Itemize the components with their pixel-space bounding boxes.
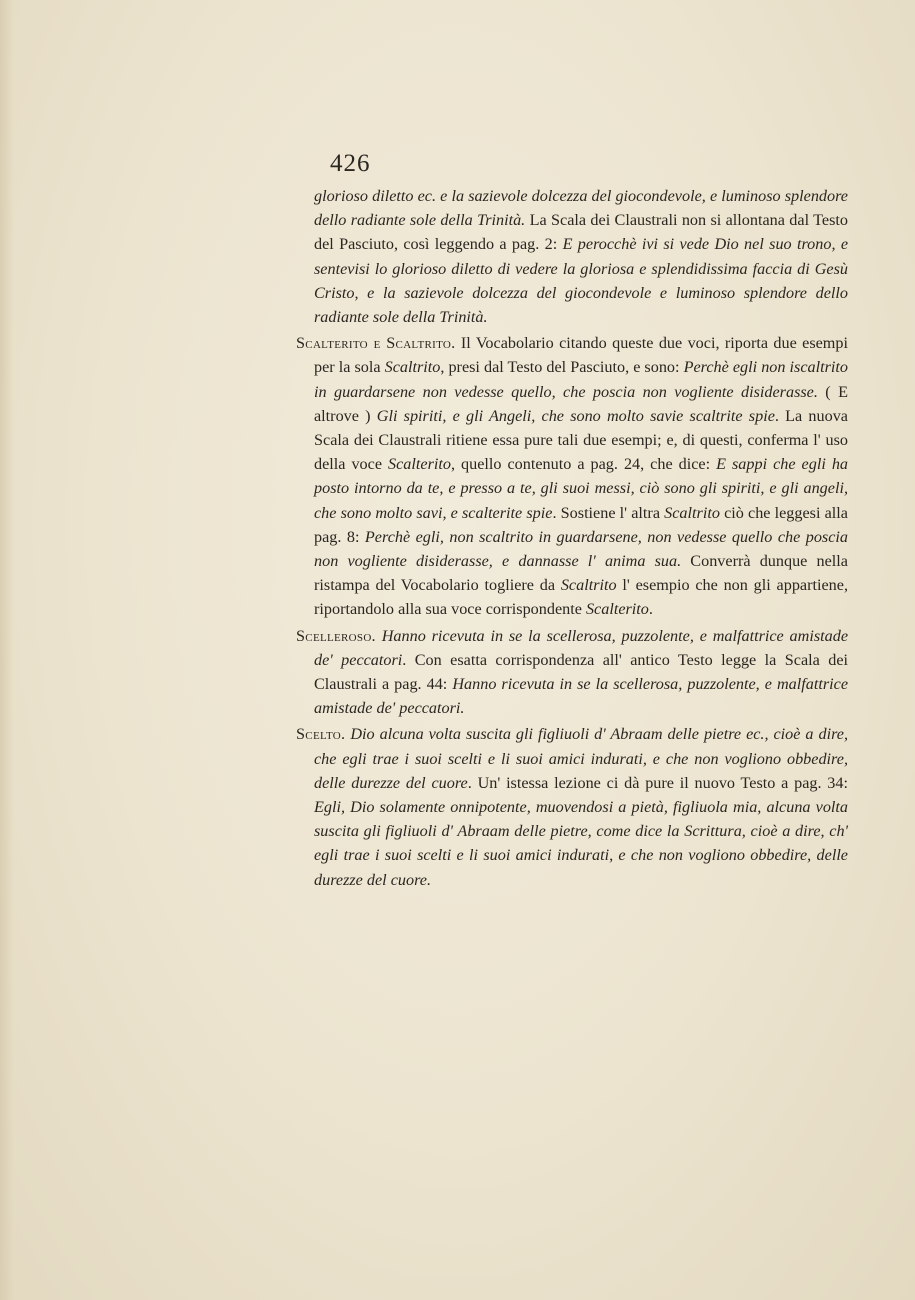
quoted-text: Scaltrito [664,503,720,522]
commentary-text: . Con esatta corrispondenza all' antico Testo legge la Scala dei Claustrali a pag. 44: [314,650,849,694]
dictionary-entry [296,722,848,891]
quoted-text: Hanno ricevuta in se la scellerosa, puzzolente, e malfattrice amistade de' peccatori [314,626,849,669]
entry-headword: Scelleroso. [296,626,376,645]
body-text [296,184,848,894]
quoted-text: Perchè egli non iscaltrito in guardarsene non vedesse quello, che poscia non vogliente disiderasse. [314,358,848,401]
quoted-text: E perocchè ivi si vede Dio nel suo trono, e sentevisi lo glorioso diletto di vedere la gloriosa e splendidissima faccia di Gesù Cristo, e la sazievole dolcezza del giocondevole e luminoso splendore dello radiante sole della Trinità. [314,235,848,327]
entry-headword: Scalterito e Scaltrito. [296,334,456,353]
dictionary-entry [296,331,848,621]
commentary-text: Il Vocabolario citando queste due voci, riporta due esempi per la sola [314,334,848,377]
dictionary-entry [296,624,848,721]
quoted-text: Perchè egli, non scaltrito in guardarsene, non vedesse quello che poscia non vogliente disiderasse, e dannasse l' anima sua. [314,527,848,571]
commentary-text: . [648,600,653,619]
quoted-text: Hanno ricevuta in se la scellerosa, puzzolente, e malfattrice amistade de' peccatori. [314,675,849,718]
commentary-text: , quello contenuto a pag. 24, che dice: [450,455,717,474]
commentary-text: Converrà dunque nella ristampa del Vocabolario togliere da [314,552,848,595]
quoted-text: Dio alcuna volta suscita gli figliuoli d' Abraam delle pietre ec., cioè a dire, che egli trae i suoi scelti e li suoi amici indurati, e che non vogliono obbedire, delle durezze del cuore [314,725,848,792]
commentary-text: ( E altrove ) [314,382,848,425]
commentary-text: ciò che leggesi alla pag. 8: [314,503,848,546]
commentary-text: . La nuova Scala dei Claustrali ritiene essa pure tali due esempi; e, di questi, conferma l' uso della voce [314,406,848,474]
quoted-text: Scaltrito [384,358,441,377]
commentary-text: l' esempio che non gli appartiene, riportandolo alla sua voce corrispondente [314,576,848,619]
quoted-text: Scalterito [388,455,451,474]
quoted-text: glorioso diletto ec. e la sazievole dolcezza del giocondevole, e luminoso splendore dello radiante sole della Trinità. [314,187,848,230]
commentary-text: . Un' istessa lezione ci dà pure il nuovo Testo a pag. 34: [467,773,848,792]
page-number: 426 [330,150,371,177]
quoted-text: Scalterito [585,600,649,619]
quoted-text: Gli spiriti, e gli Angeli, che sono molto savie scaltrite spie [376,406,775,425]
commentary-text: . Sostiene l' altra [552,503,665,522]
quoted-text: Egli, Dio solamente onnipotente, muovendosi a pietà, figliuola mia, alcuna volta suscita gli figliuoli d' Abraam delle pietre, come dice la Scrittura, cioè a dire, ch' egli trae i suoi scelti e li suoi amici indurati, e che non vogliono obbedire, delle durezze del cuore. [314,798,848,889]
dictionary-entry [296,184,848,329]
commentary-text: La Scala dei Claustrali non si allontana dal Testo del Pasciuto, così leggendo a pag. 2: [314,211,848,254]
quoted-text: E sappi che egli ha posto intorno da te, e presso a te, gli suoi messi, ciò sono gli spiriti, e gli angeli, che sono molto savi, e scalterite spie [314,455,849,522]
entry-headword: Scelto. [296,725,346,744]
commentary-text: , presi dal Testo del Pasciuto, e sono: [440,358,684,377]
quoted-text: Scaltrito [560,576,617,595]
